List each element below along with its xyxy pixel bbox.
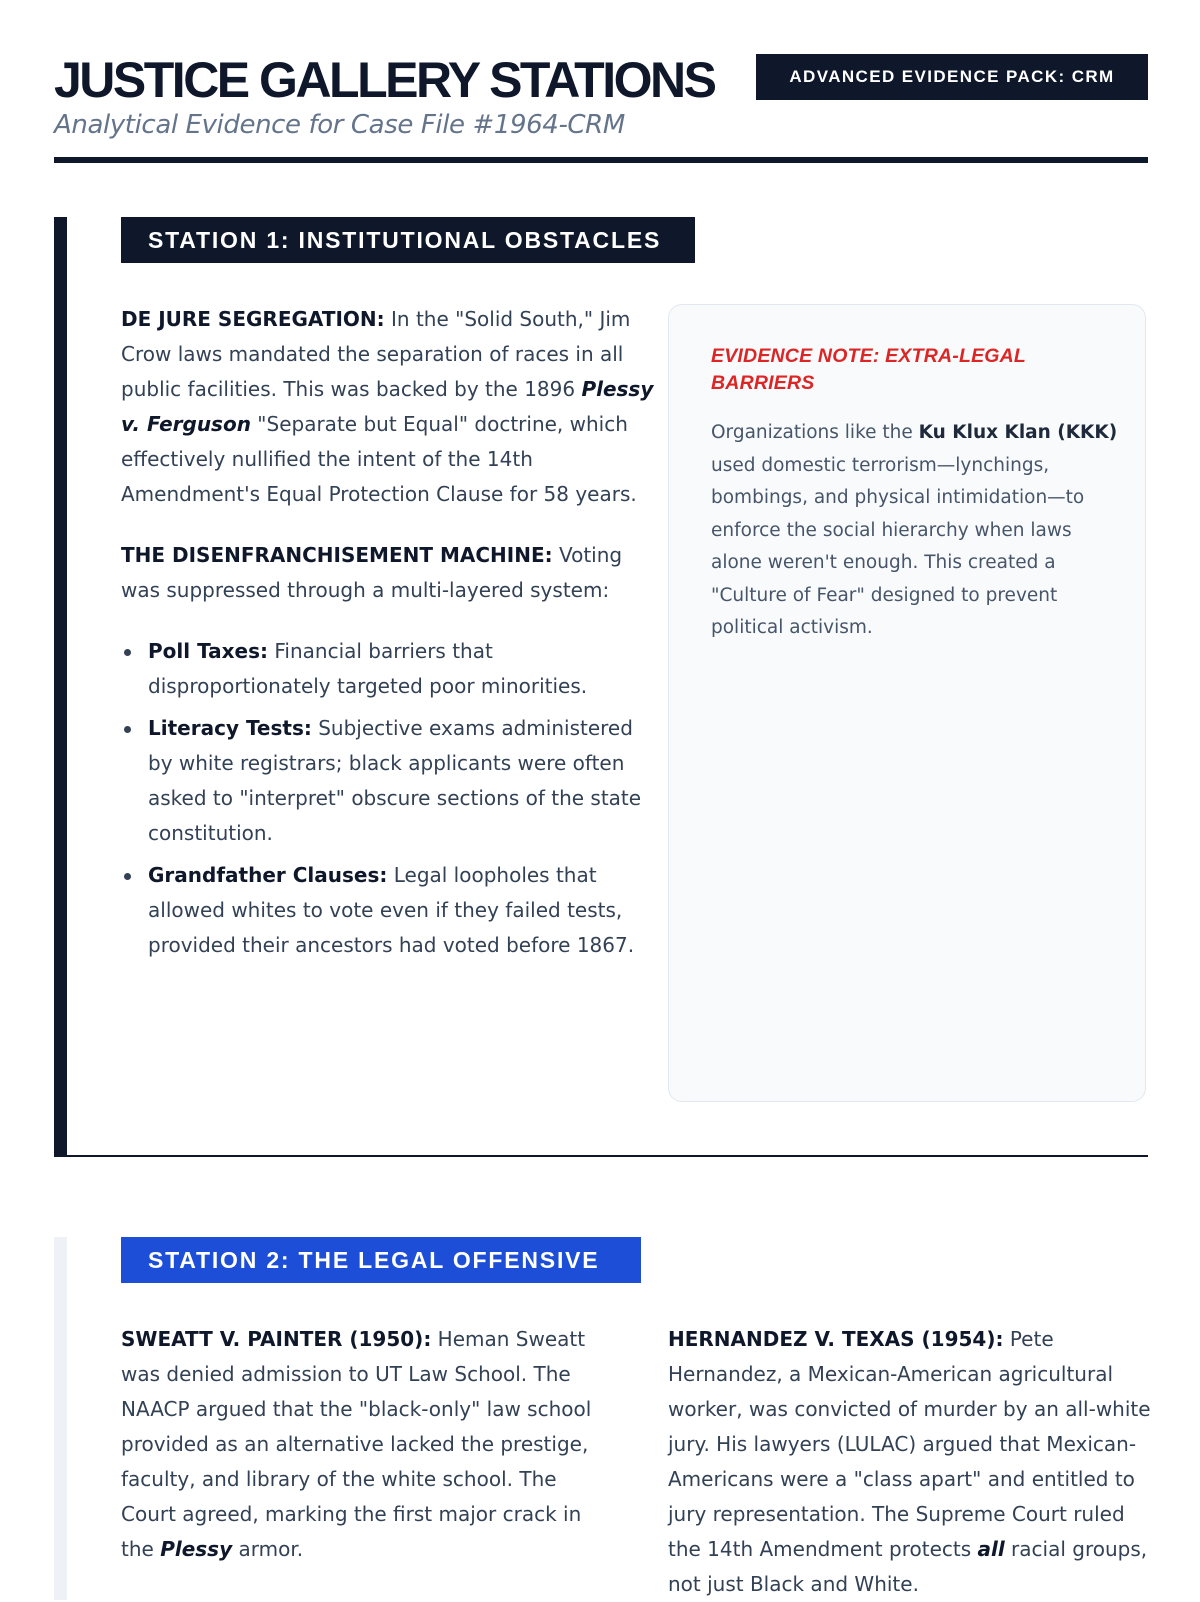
station-1-main-column: [121, 302, 661, 970]
header-divider: [54, 157, 1148, 163]
barrier-list: [121, 634, 661, 963]
station-1-accent-bar: [54, 217, 67, 1156]
station-2-label: STATION 2: THE LEGAL OFFENSIVE: [121, 1237, 641, 1283]
plessy-case-name: Plessy v. Ferguson: [121, 377, 654, 436]
sweatt-heading: SWEATT V. PAINTER (1950):: [121, 1327, 432, 1351]
station-1: [54, 217, 1148, 1156]
all-emphasis: all: [977, 1537, 1005, 1561]
de-jure-paragraph: DE JURE SEGREGATION: In the "Solid South," Jim Crow laws mandated the separation of races in all public facilities. This was backed by the 1896 Plessy v. Ferguson "Separate but Equal" doctrine, which effectively nullified the intent of the 14th Amendment's Equal Protection Clause for 58 years.: [121, 307, 654, 506]
station-2: [54, 1237, 1151, 1600]
hernandez-column: [668, 1322, 1154, 1602]
disenfranchisement-paragraph: THE DISENFRANCHISEMENT MACHINE: Voting was suppressed through a multi-layered system:: [121, 543, 623, 602]
station-2-accent-bar: [54, 1237, 67, 1600]
station-1-divider: [54, 1155, 1148, 1157]
evidence-note-title: EVIDENCE NOTE: EXTRA-LEGAL BARRIERS: [711, 345, 1026, 394]
evidence-note-body: Organizations like the Ku Klux Klan (KKK) used domestic terrorism—lynchings, bombings, and physical intimidation—to enforce the social hierarchy when laws alone weren't enough. This created a "Culture of Fear" designed to prevent political activism.: [711, 422, 1118, 638]
plessy-case-ref: Plessy: [160, 1537, 233, 1561]
page-title: JUSTICE GALLERY STATIONS: [54, 52, 715, 108]
hernandez-paragraph: HERNANDEZ V. TEXAS (1954): Pete Hernandez, a Mexican-American agricultural worker, was convicted of murder by an all-white jury. His lawyers (LULAC) argued that Mexican-Americans were a "class apart" and entitled to jury representation. The Supreme Court ruled the 14th Amendment protects all racial groups, not just Black and White.: [668, 1327, 1151, 1596]
sweatt-column: [121, 1322, 616, 1567]
list-item: Literacy Tests: Subjective exams administered by white registrars; black applicants were often asked to "interpret" obscure sections of the state constitution.: [121, 711, 661, 851]
evidence-pack-badge: ADVANCED EVIDENCE PACK: CRM: [756, 54, 1148, 100]
hernandez-heading: HERNANDEZ V. TEXAS (1954):: [668, 1327, 1004, 1351]
sweatt-paragraph: SWEATT V. PAINTER (1950): Heman Sweatt was denied admission to UT Law School. The NAACP argued that the "black-only" law school provided as an alternative lacked the prestige, faculty, and library of the white school. The Court agreed, marking the first major crack in the Plessy armor.: [121, 1327, 592, 1561]
evidence-note-box: [668, 304, 1146, 1102]
list-item: Poll Taxes: Financial barriers that disproportionately targeted poor minorities.: [121, 634, 661, 704]
list-item: Grandfather Clauses: Legal loopholes that allowed whites to vote even if they failed tests, provided their ancestors had voted before 1867.: [121, 858, 661, 963]
kkk-name: Ku Klux Klan (KKK): [918, 422, 1118, 443]
station-1-label: STATION 1: INSTITUTIONAL OBSTACLES: [121, 217, 695, 263]
de-jure-heading: DE JURE SEGREGATION:: [121, 307, 385, 331]
disenfranchisement-heading: THE DISENFRANCHISEMENT MACHINE:: [121, 543, 553, 567]
page-subtitle: Analytical Evidence for Case File #1964-CRM: [54, 110, 625, 140]
